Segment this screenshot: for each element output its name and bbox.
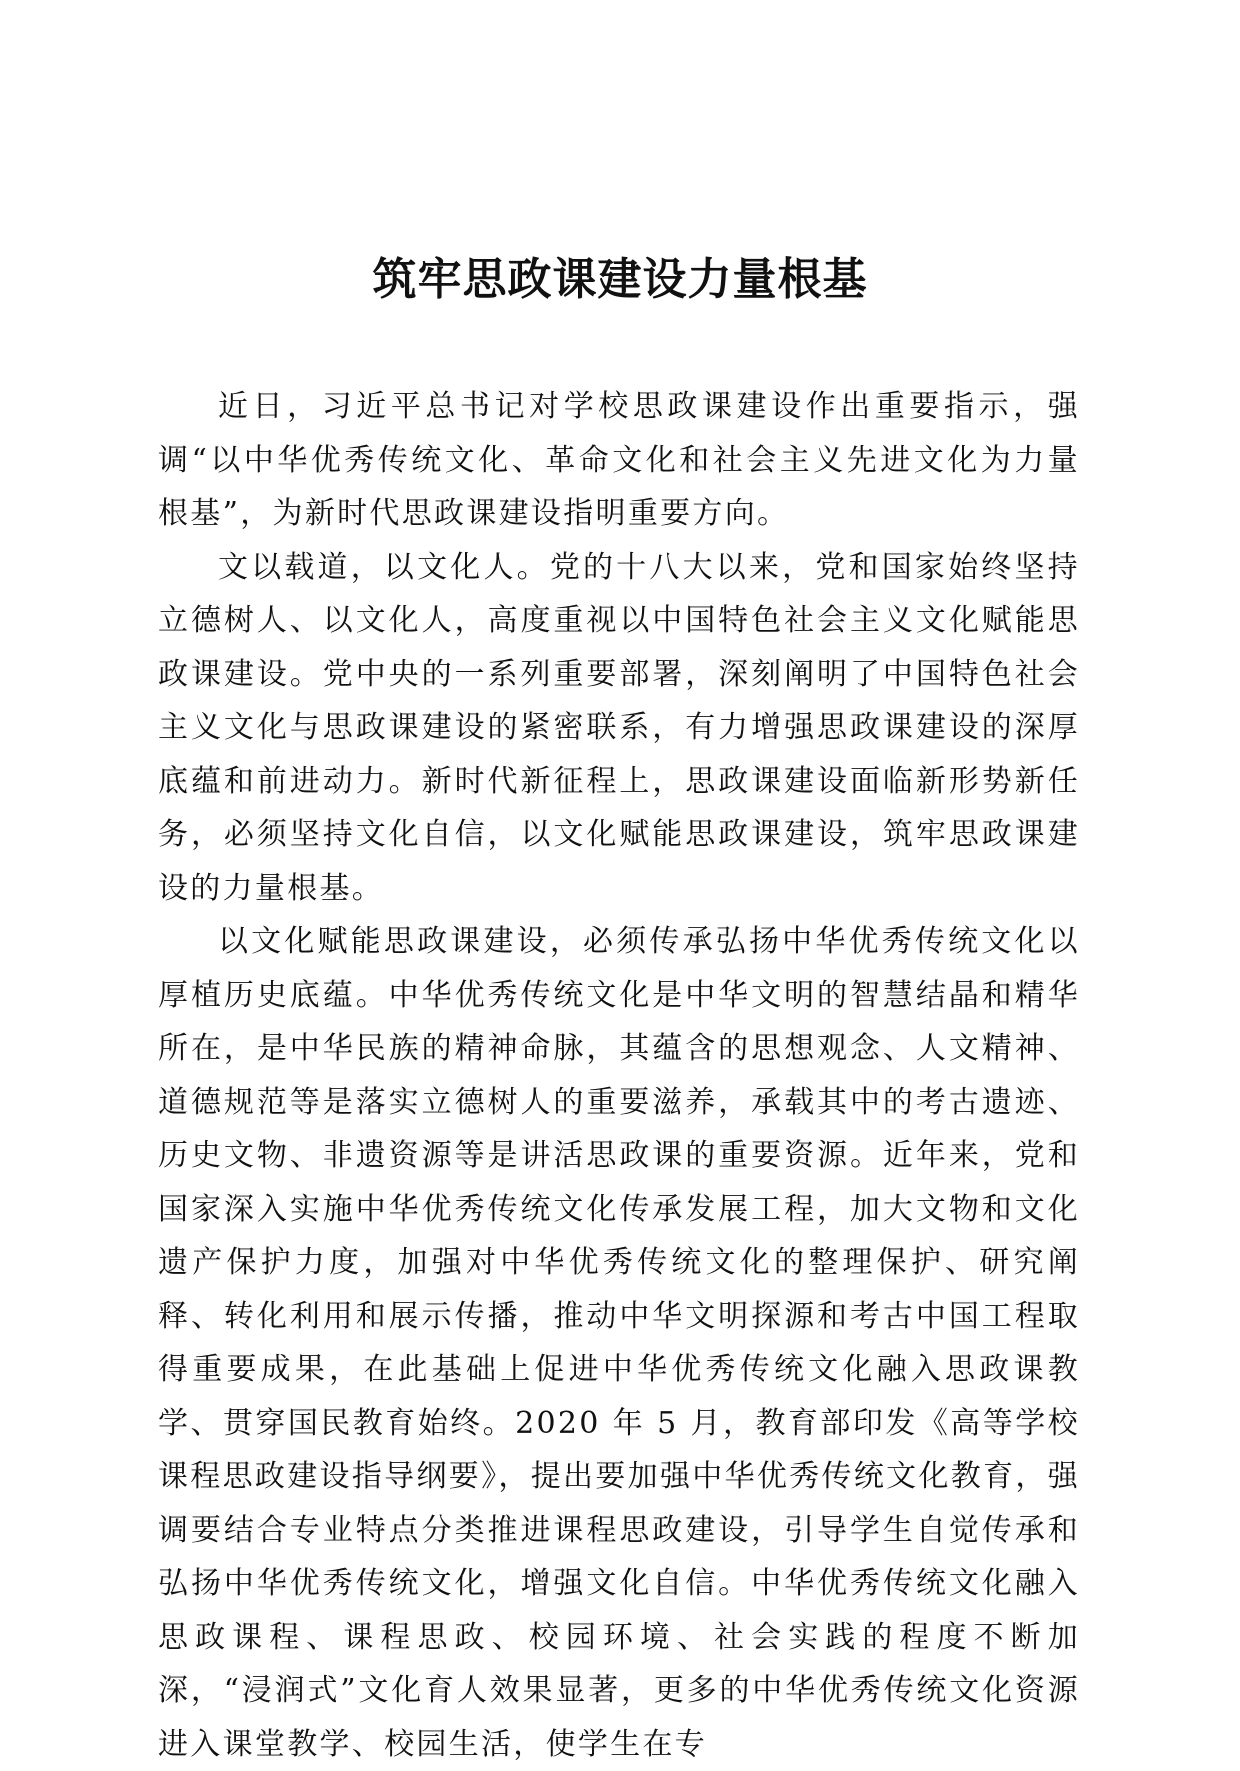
paragraph: 以文化赋能思政课建设，必须传承弘扬中华优秀传统文化以厚植历史底蕴。中华优秀传统文化是中华文明的智慧结晶和精华所在，是中华民族的精神命脉，其蕴含的思想观念、人文精神、道德规范等是落实立德树人的重要滋养，承载其中的考古遗迹、历史文物、非遗资源等是讲活思政课的重要资源。近年来，党和国家深入实施中华优秀传统文化传承发展工程，加大文物和文化遗产保护力度，加强对中华优秀传统文化的整理保护、研究阐释、转化利用和展示传播，推动中华文明探源和考古中国工程取得重要成果，在此基础上促进中华优秀传统文化融入思政课教学、贯穿国民教育始终。2020 年 5 月，教育部印发《高等学校课程思政建设指导纲要》，提出要加强中华优秀传统文化教育，强调要结合专业特点分类推进课程思政建设，引导学生自觉传承和弘扬中华优秀传统文化，增强文化自信。中华优秀传统文化融入思政课程、课程思政、校园环境、社会实践的程度不断加深，“浸润式”文化育人效果显著，更多的中华优秀传统文化资源进入课堂教学、校园生活，使学生在专 [158,924,1080,1762]
paragraph: 文以载道，以文化人。党的十八大以来，党和国家始终坚持立德树人、以文化人，高度重视以中国特色社会主义文化赋能思政课建设。党中央的一系列重要部署，深刻阐明了中国特色社会主义文化与思政课建设的紧密联系，有力增强思政课建设的深厚底蕴和前进动力。新时代新征程上，思政课建设面临新形势新任务，必须坚持文化自信，以文化赋能思政课建设，筑牢思政课建设的力量根基。 [158,549,1080,906]
document-title: 筑牢思政课建设力量根基 [372,254,868,305]
document-body [158,380,1080,1771]
paragraph: 近日，习近平总书记对学校思政课建设作出重要指示，强调“以中华优秀传统文化、革命文化和社会主义先进文化为力量根基”，为新时代思政课建设指明重要方向。 [158,389,1080,531]
